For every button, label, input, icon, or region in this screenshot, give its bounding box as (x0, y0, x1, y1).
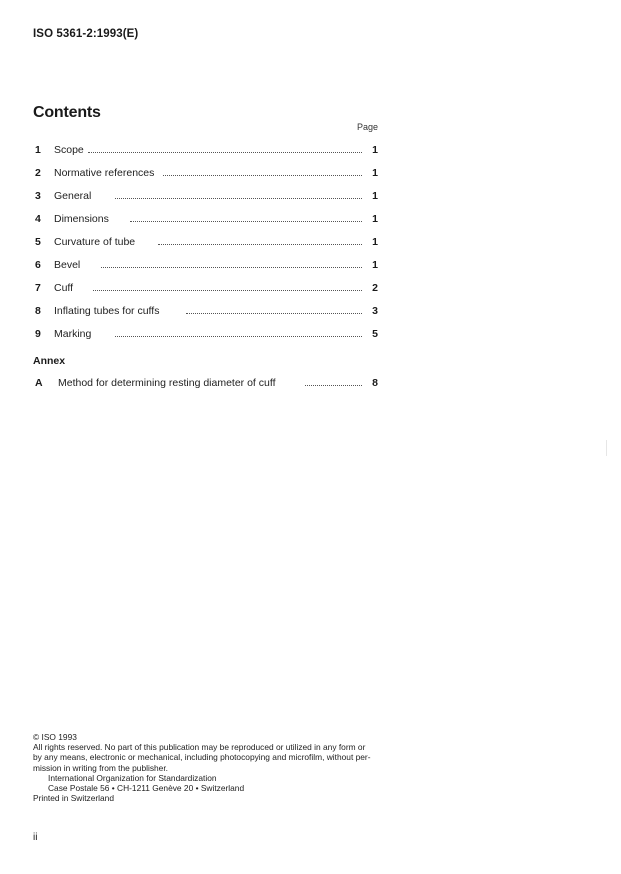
toc-entry-number: 6 (35, 259, 41, 271)
page-number: ii (33, 832, 38, 843)
contents-title: Contents (33, 104, 101, 121)
annex-heading: Annex (33, 355, 66, 367)
printed-location: Printed in Switzerland (33, 793, 114, 804)
toc-entry-normative-references[interactable] (33, 167, 378, 183)
toc-entry-title: Inflating tubes for cuffs (54, 305, 160, 317)
toc-entry-title: Cuff (54, 282, 74, 294)
toc-entry-page: 1 (372, 259, 378, 271)
leader-dots (93, 290, 362, 291)
toc-entry-number: 5 (35, 236, 41, 248)
organization-name: International Organization for Standardization (48, 772, 217, 783)
leader-dots (186, 313, 362, 314)
toc-entry-annex-a[interactable] (33, 377, 378, 393)
leader-dots (88, 152, 362, 153)
toc-entry-title: Marking (54, 328, 92, 340)
toc-entry-page: 1 (372, 167, 378, 179)
toc-entry-marking[interactable] (33, 328, 378, 344)
leader-dots (130, 221, 362, 222)
toc-entry-title: Method for determining resting diameter of cuff (58, 377, 276, 389)
toc-entry-page: 2 (372, 282, 378, 294)
leader-dots (115, 336, 362, 337)
toc-entry-number: 1 (35, 144, 41, 156)
toc-entry-page: 1 (372, 213, 378, 225)
toc-entry-dimensions[interactable] (33, 213, 378, 229)
rights-text-line: by any means, electronic or mechanical, including photocopying and microfilm, without per- (33, 752, 371, 763)
toc-entry-number: 8 (35, 305, 41, 317)
toc-entry-bevel[interactable] (33, 259, 378, 275)
leader-dots (101, 267, 362, 268)
toc-entry-title: Curvature of tube (54, 236, 136, 248)
scan-artifact (606, 440, 607, 456)
toc-entry-title: Normative references (54, 167, 155, 179)
leader-dots (115, 198, 362, 199)
toc-entry-number: 2 (35, 167, 41, 179)
toc-entry-cuff[interactable] (33, 282, 378, 298)
toc-entry-number: 9 (35, 328, 41, 340)
toc-entry-page: 3 (372, 305, 378, 317)
toc-entry-page: 5 (372, 328, 378, 340)
toc-entry-curvature-of-tube[interactable] (33, 236, 378, 252)
toc-entry-number: 3 (35, 190, 41, 202)
page-column-label: Page (357, 122, 379, 132)
toc-entry-page: 1 (372, 190, 378, 202)
toc-entry-page: 1 (372, 236, 378, 248)
toc-entry-title: Bevel (54, 259, 81, 271)
toc-entry-scope[interactable] (33, 144, 378, 160)
toc-entry-title: Scope (54, 144, 84, 156)
toc-entry-page: 8 (372, 377, 378, 389)
toc-entry-number: A (35, 377, 43, 389)
toc-entry-number: 4 (35, 213, 41, 225)
document-id: ISO 5361-2:1993(E) (33, 28, 139, 40)
toc-entry-inflating-tubes[interactable] (33, 305, 378, 321)
leader-dots (158, 244, 362, 245)
leader-dots (305, 385, 362, 386)
rights-text-line: All rights reserved. No part of this publication may be reproduced or utilized in any form or (33, 742, 366, 753)
copyright-notice: © ISO 1993 (33, 732, 77, 742)
copyright-block (33, 732, 383, 803)
toc-entry-general[interactable] (33, 190, 378, 206)
toc-entry-page: 1 (372, 144, 378, 156)
toc-entry-title: General (54, 190, 92, 202)
toc-entry-number: 7 (35, 282, 41, 294)
rights-text-line: mission in writing from the publisher. (33, 762, 168, 773)
leader-dots (163, 175, 362, 176)
organization-address: Case Postale 56 • CH-1211 Genève 20 • Switzerland (48, 783, 245, 794)
toc-entry-title: Dimensions (54, 213, 109, 225)
